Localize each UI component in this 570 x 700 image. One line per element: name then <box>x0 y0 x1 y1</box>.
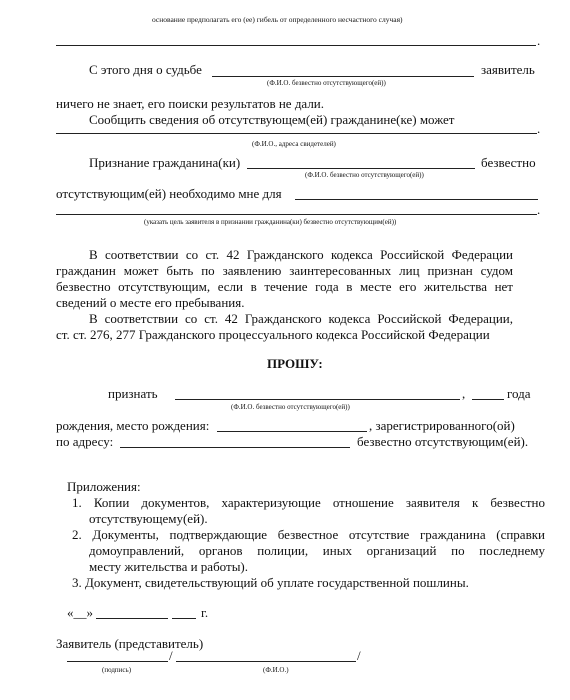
p1-line2: ничего не знает, его поиски результатов не дали. <box>56 96 325 111</box>
law1-line: гражданин может быть по заявлению заинтересованных лиц признан судом <box>56 263 513 278</box>
name-caption: (Ф.И.О.) <box>263 666 289 674</box>
attachment-item: отсутствующему(ей). <box>89 511 208 526</box>
name-blank <box>176 661 356 662</box>
period: . <box>537 202 541 217</box>
signature-label: Заявитель (представитель) <box>56 636 204 651</box>
year-blank <box>172 618 196 619</box>
p3-caption: (Ф.И.О. безвестно отсутствующего(ей)) <box>305 171 424 179</box>
p1-caption: (Ф.И.О. безвестно отсутствующего(ей)) <box>267 79 386 87</box>
address-blank <box>120 447 350 448</box>
law2-line: ст. ст. 276, 277 Гражданского процессуального кодекса Российской Федерации <box>56 327 490 342</box>
purpose-blank-2 <box>56 214 537 215</box>
recognize-label: признать <box>108 386 158 401</box>
p3-start: Признание гражданина(ки) <box>89 155 241 170</box>
p1-end: заявитель <box>481 62 535 77</box>
fio-blank <box>175 399 460 400</box>
absent-label: безвестно отсутствующим(ей). <box>357 434 529 449</box>
registered-label: , зарегистрированного(ой) <box>369 418 515 433</box>
period: . <box>537 33 541 48</box>
p3-caption2: (указать цель заявителя в признании гражданина(ки) безвестно отсутствующим(ей)) <box>144 218 397 226</box>
p1-start: С этого дня о судьбе <box>89 62 202 77</box>
date-open: «__» <box>67 605 93 620</box>
birth-label: рождения, место рождения: <box>56 418 210 433</box>
law2-line: В соответствии со ст. 42 Гражданского кодекса Российской Федерации, <box>89 311 513 326</box>
header-note: основание предполагать его (ее) гибель от определенного несчастного случая) <box>152 15 403 24</box>
law1-line: сведений о месте его пребывания. <box>56 295 245 310</box>
blank-line <box>56 45 536 46</box>
sign-blank <box>67 661 168 662</box>
comma: , <box>462 386 466 401</box>
attachment-item: 2. Документы, подтверждающие безвестное отсутствие гражданина (справки <box>72 527 545 542</box>
slash: / <box>357 648 361 663</box>
attachment-item: месту жительства и работы). <box>89 559 249 574</box>
request-caption: (Ф.И.О. безвестно отсутствующего(ей)) <box>231 403 350 411</box>
address-label: по адресу: <box>56 434 114 449</box>
p3-end: безвестно <box>481 155 536 170</box>
year-label: года <box>507 386 531 401</box>
p3-line2: отсутствующим(ей) необходимо мне для <box>56 186 282 201</box>
law1-line: безвестно отсутствующим, если в течение года в месте его жительства нет <box>56 279 513 294</box>
purpose-blank <box>295 199 538 200</box>
law1-line: В соответствии со ст. 42 Гражданского кодекса Российской Федерации <box>89 247 513 262</box>
attachment-item: домоуправлений, органов полиции, иных организаций по последнему <box>89 543 545 558</box>
birth-blank <box>217 431 367 432</box>
month-blank <box>96 618 168 619</box>
request-heading: ПРОШУ: <box>267 356 323 371</box>
fio-blank <box>212 76 474 77</box>
year-blank <box>472 399 504 400</box>
p2-caption: (Ф.И.О., адреса свидетелей) <box>252 140 336 148</box>
attachments-title: Приложения: <box>67 479 141 494</box>
sign-caption: (подпись) <box>102 666 132 674</box>
period: . <box>537 121 541 136</box>
slash: / <box>169 648 173 663</box>
fio-blank <box>247 168 475 169</box>
attachment-item: 3. Документ, свидетельствующий об уплате государственной пошлины. <box>72 575 469 590</box>
p2-text: Сообщить сведения об отсутствующем(ей) гражданине(ке) может <box>89 112 455 127</box>
date-suffix: г. <box>201 605 209 620</box>
witness-blank <box>56 133 537 134</box>
attachment-item: 1. Копии документов, характеризующие отношение заявителя к безвестно <box>72 495 545 510</box>
